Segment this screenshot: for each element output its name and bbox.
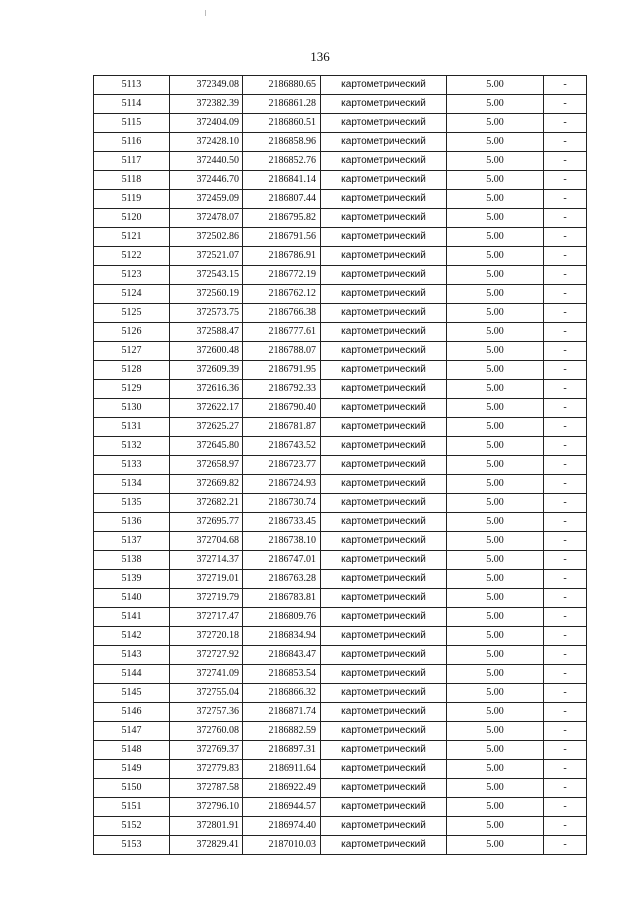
table-row bbox=[94, 152, 587, 171]
y-coordinate-cell: 2186786.91 bbox=[243, 247, 321, 266]
accuracy-cell: 5.00 bbox=[447, 418, 544, 437]
accuracy-cell: 5.00 bbox=[447, 95, 544, 114]
note-cell: - bbox=[544, 608, 587, 627]
y-coordinate-cell: 2186911.64 bbox=[243, 760, 321, 779]
note-cell: - bbox=[544, 152, 587, 171]
note-cell: - bbox=[544, 456, 587, 475]
table-row bbox=[94, 418, 587, 437]
point-number-cell: 5114 bbox=[94, 95, 170, 114]
point-number-cell: 5140 bbox=[94, 589, 170, 608]
point-number-cell: 5113 bbox=[94, 76, 170, 95]
point-number-cell: 5153 bbox=[94, 836, 170, 855]
x-coordinate-cell: 372757.36 bbox=[170, 703, 243, 722]
y-coordinate-cell: 2186791.56 bbox=[243, 228, 321, 247]
accuracy-cell: 5.00 bbox=[447, 76, 544, 95]
table-row bbox=[94, 342, 587, 361]
y-coordinate-cell: 2186795.82 bbox=[243, 209, 321, 228]
x-coordinate-cell: 372428.10 bbox=[170, 133, 243, 152]
note-cell: - bbox=[544, 76, 587, 95]
x-coordinate-cell: 372801.91 bbox=[170, 817, 243, 836]
method-cell: картометрический bbox=[321, 304, 447, 323]
note-cell: - bbox=[544, 304, 587, 323]
point-number-cell: 5128 bbox=[94, 361, 170, 380]
note-cell: - bbox=[544, 589, 587, 608]
note-cell: - bbox=[544, 95, 587, 114]
note-cell: - bbox=[544, 190, 587, 209]
point-number-cell: 5115 bbox=[94, 114, 170, 133]
table-row bbox=[94, 665, 587, 684]
point-number-cell: 5127 bbox=[94, 342, 170, 361]
point-number-cell: 5150 bbox=[94, 779, 170, 798]
y-coordinate-cell: 2186841.14 bbox=[243, 171, 321, 190]
y-coordinate-cell: 2186858.96 bbox=[243, 133, 321, 152]
y-coordinate-cell: 2186897.31 bbox=[243, 741, 321, 760]
method-cell: картометрический bbox=[321, 361, 447, 380]
x-coordinate-cell: 372760.08 bbox=[170, 722, 243, 741]
accuracy-cell: 5.00 bbox=[447, 361, 544, 380]
x-coordinate-cell: 372829.41 bbox=[170, 836, 243, 855]
y-coordinate-cell: 2186777.61 bbox=[243, 323, 321, 342]
method-cell: картометрический bbox=[321, 475, 447, 494]
accuracy-cell: 5.00 bbox=[447, 304, 544, 323]
table-row bbox=[94, 285, 587, 304]
x-coordinate-cell: 372727.92 bbox=[170, 646, 243, 665]
method-cell: картометрический bbox=[321, 247, 447, 266]
point-number-cell: 5132 bbox=[94, 437, 170, 456]
method-cell: картометрический bbox=[321, 570, 447, 589]
table-row bbox=[94, 475, 587, 494]
point-number-cell: 5151 bbox=[94, 798, 170, 817]
method-cell: картометрический bbox=[321, 76, 447, 95]
x-coordinate-cell: 372695.77 bbox=[170, 513, 243, 532]
note-cell: - bbox=[544, 323, 587, 342]
note-cell: - bbox=[544, 494, 587, 513]
x-coordinate-cell: 372616.36 bbox=[170, 380, 243, 399]
note-cell: - bbox=[544, 171, 587, 190]
accuracy-cell: 5.00 bbox=[447, 266, 544, 285]
x-coordinate-cell: 372622.17 bbox=[170, 399, 243, 418]
accuracy-cell: 5.00 bbox=[447, 817, 544, 836]
table-row bbox=[94, 494, 587, 513]
x-coordinate-cell: 372787.58 bbox=[170, 779, 243, 798]
method-cell: картометрический bbox=[321, 703, 447, 722]
table-row bbox=[94, 228, 587, 247]
table-row bbox=[94, 608, 587, 627]
page-number: 136 bbox=[310, 49, 330, 64]
x-coordinate-cell: 372521.07 bbox=[170, 247, 243, 266]
note-cell: - bbox=[544, 722, 587, 741]
table-row bbox=[94, 323, 587, 342]
y-coordinate-cell: 2186871.74 bbox=[243, 703, 321, 722]
point-number-cell: 5117 bbox=[94, 152, 170, 171]
accuracy-cell: 5.00 bbox=[447, 646, 544, 665]
y-coordinate-cell: 2186922.49 bbox=[243, 779, 321, 798]
method-cell: картометрический bbox=[321, 209, 447, 228]
point-number-cell: 5123 bbox=[94, 266, 170, 285]
accuracy-cell: 5.00 bbox=[447, 285, 544, 304]
accuracy-cell: 5.00 bbox=[447, 722, 544, 741]
table-row bbox=[94, 646, 587, 665]
table-row bbox=[94, 304, 587, 323]
method-cell: картометрический bbox=[321, 133, 447, 152]
method-cell: картометрический bbox=[321, 114, 447, 133]
accuracy-cell: 5.00 bbox=[447, 342, 544, 361]
table-row bbox=[94, 532, 587, 551]
table-row bbox=[94, 266, 587, 285]
accuracy-cell: 5.00 bbox=[447, 684, 544, 703]
note-cell: - bbox=[544, 399, 587, 418]
accuracy-cell: 5.00 bbox=[447, 570, 544, 589]
table-row bbox=[94, 399, 587, 418]
note-cell: - bbox=[544, 741, 587, 760]
method-cell: картометрический bbox=[321, 665, 447, 684]
x-coordinate-cell: 372382.39 bbox=[170, 95, 243, 114]
table-row bbox=[94, 760, 587, 779]
accuracy-cell: 5.00 bbox=[447, 437, 544, 456]
x-coordinate-cell: 372720.18 bbox=[170, 627, 243, 646]
y-coordinate-cell: 2186783.81 bbox=[243, 589, 321, 608]
point-number-cell: 5118 bbox=[94, 171, 170, 190]
accuracy-cell: 5.00 bbox=[447, 494, 544, 513]
y-coordinate-cell: 2186974.40 bbox=[243, 817, 321, 836]
accuracy-cell: 5.00 bbox=[447, 836, 544, 855]
method-cell: картометрический bbox=[321, 836, 447, 855]
note-cell: - bbox=[544, 228, 587, 247]
x-coordinate-cell: 372779.83 bbox=[170, 760, 243, 779]
x-coordinate-cell: 372669.82 bbox=[170, 475, 243, 494]
point-number-cell: 5139 bbox=[94, 570, 170, 589]
method-cell: картометрический bbox=[321, 342, 447, 361]
point-number-cell: 5126 bbox=[94, 323, 170, 342]
method-cell: картометрический bbox=[321, 608, 447, 627]
note-cell: - bbox=[544, 798, 587, 817]
x-coordinate-cell: 372543.15 bbox=[170, 266, 243, 285]
point-number-cell: 5120 bbox=[94, 209, 170, 228]
y-coordinate-cell: 2186791.95 bbox=[243, 361, 321, 380]
table-row bbox=[94, 209, 587, 228]
accuracy-cell: 5.00 bbox=[447, 627, 544, 646]
y-coordinate-cell: 2186860.51 bbox=[243, 114, 321, 133]
table-row bbox=[94, 437, 587, 456]
x-coordinate-cell: 372719.01 bbox=[170, 570, 243, 589]
point-number-cell: 5147 bbox=[94, 722, 170, 741]
table-row bbox=[94, 190, 587, 209]
method-cell: картометрический bbox=[321, 380, 447, 399]
accuracy-cell: 5.00 bbox=[447, 209, 544, 228]
y-coordinate-cell: 2186743.52 bbox=[243, 437, 321, 456]
table-row bbox=[94, 627, 587, 646]
point-number-cell: 5135 bbox=[94, 494, 170, 513]
x-coordinate-cell: 372741.09 bbox=[170, 665, 243, 684]
accuracy-cell: 5.00 bbox=[447, 228, 544, 247]
point-number-cell: 5116 bbox=[94, 133, 170, 152]
method-cell: картометрический bbox=[321, 513, 447, 532]
x-coordinate-cell: 372704.68 bbox=[170, 532, 243, 551]
accuracy-cell: 5.00 bbox=[447, 247, 544, 266]
y-coordinate-cell: 2186809.76 bbox=[243, 608, 321, 627]
point-number-cell: 5141 bbox=[94, 608, 170, 627]
accuracy-cell: 5.00 bbox=[447, 190, 544, 209]
point-number-cell: 5137 bbox=[94, 532, 170, 551]
point-number-cell: 5121 bbox=[94, 228, 170, 247]
table-row bbox=[94, 114, 587, 133]
method-cell: картометрический bbox=[321, 684, 447, 703]
table-row bbox=[94, 570, 587, 589]
table-row bbox=[94, 551, 587, 570]
y-coordinate-cell: 2186781.87 bbox=[243, 418, 321, 437]
method-cell: картометрический bbox=[321, 285, 447, 304]
x-coordinate-cell: 372560.19 bbox=[170, 285, 243, 304]
point-number-cell: 5131 bbox=[94, 418, 170, 437]
point-number-cell: 5122 bbox=[94, 247, 170, 266]
method-cell: картометрический bbox=[321, 532, 447, 551]
note-cell: - bbox=[544, 551, 587, 570]
note-cell: - bbox=[544, 133, 587, 152]
note-cell: - bbox=[544, 532, 587, 551]
point-number-cell: 5124 bbox=[94, 285, 170, 304]
x-coordinate-cell: 372349.08 bbox=[170, 76, 243, 95]
point-number-cell: 5125 bbox=[94, 304, 170, 323]
note-cell: - bbox=[544, 570, 587, 589]
accuracy-cell: 5.00 bbox=[447, 133, 544, 152]
y-coordinate-cell: 2186766.38 bbox=[243, 304, 321, 323]
table-row bbox=[94, 76, 587, 95]
method-cell: картометрический bbox=[321, 779, 447, 798]
note-cell: - bbox=[544, 247, 587, 266]
point-number-cell: 5144 bbox=[94, 665, 170, 684]
table-row bbox=[94, 247, 587, 266]
accuracy-cell: 5.00 bbox=[447, 323, 544, 342]
table-row bbox=[94, 779, 587, 798]
y-coordinate-cell: 2186738.10 bbox=[243, 532, 321, 551]
accuracy-cell: 5.00 bbox=[447, 171, 544, 190]
method-cell: картометрический bbox=[321, 817, 447, 836]
table-row bbox=[94, 171, 587, 190]
x-coordinate-cell: 372588.47 bbox=[170, 323, 243, 342]
method-cell: картометрический bbox=[321, 171, 447, 190]
x-coordinate-cell: 372645.80 bbox=[170, 437, 243, 456]
method-cell: картометрический bbox=[321, 399, 447, 418]
note-cell: - bbox=[544, 513, 587, 532]
table-row bbox=[94, 133, 587, 152]
note-cell: - bbox=[544, 760, 587, 779]
y-coordinate-cell: 2186790.40 bbox=[243, 399, 321, 418]
point-number-cell: 5138 bbox=[94, 551, 170, 570]
accuracy-cell: 5.00 bbox=[447, 589, 544, 608]
note-cell: - bbox=[544, 627, 587, 646]
note-cell: - bbox=[544, 361, 587, 380]
table-row bbox=[94, 380, 587, 399]
x-coordinate-cell: 372755.04 bbox=[170, 684, 243, 703]
y-coordinate-cell: 2186763.28 bbox=[243, 570, 321, 589]
table-row bbox=[94, 684, 587, 703]
note-cell: - bbox=[544, 817, 587, 836]
x-coordinate-cell: 372440.50 bbox=[170, 152, 243, 171]
accuracy-cell: 5.00 bbox=[447, 551, 544, 570]
x-coordinate-cell: 372446.70 bbox=[170, 171, 243, 190]
x-coordinate-cell: 372796.10 bbox=[170, 798, 243, 817]
x-coordinate-cell: 372769.37 bbox=[170, 741, 243, 760]
table-row bbox=[94, 95, 587, 114]
note-cell: - bbox=[544, 437, 587, 456]
point-number-cell: 5143 bbox=[94, 646, 170, 665]
method-cell: картометрический bbox=[321, 418, 447, 437]
note-cell: - bbox=[544, 646, 587, 665]
accuracy-cell: 5.00 bbox=[447, 532, 544, 551]
point-number-cell: 5146 bbox=[94, 703, 170, 722]
coordinates-table bbox=[93, 75, 587, 855]
method-cell: картометрический bbox=[321, 95, 447, 114]
method-cell: картометрический bbox=[321, 323, 447, 342]
point-number-cell: 5145 bbox=[94, 684, 170, 703]
point-number-cell: 5129 bbox=[94, 380, 170, 399]
method-cell: картометрический bbox=[321, 551, 447, 570]
note-cell: - bbox=[544, 285, 587, 304]
y-coordinate-cell: 2186730.74 bbox=[243, 494, 321, 513]
note-cell: - bbox=[544, 209, 587, 228]
y-coordinate-cell: 2186772.19 bbox=[243, 266, 321, 285]
x-coordinate-cell: 372609.39 bbox=[170, 361, 243, 380]
y-coordinate-cell: 2186723.77 bbox=[243, 456, 321, 475]
accuracy-cell: 5.00 bbox=[447, 608, 544, 627]
y-coordinate-cell: 2186861.28 bbox=[243, 95, 321, 114]
scan-mark bbox=[205, 10, 206, 16]
point-number-cell: 5149 bbox=[94, 760, 170, 779]
table-row bbox=[94, 513, 587, 532]
method-cell: картометрический bbox=[321, 798, 447, 817]
accuracy-cell: 5.00 bbox=[447, 152, 544, 171]
point-number-cell: 5136 bbox=[94, 513, 170, 532]
y-coordinate-cell: 2186724.93 bbox=[243, 475, 321, 494]
point-number-cell: 5130 bbox=[94, 399, 170, 418]
point-number-cell: 5152 bbox=[94, 817, 170, 836]
accuracy-cell: 5.00 bbox=[447, 665, 544, 684]
x-coordinate-cell: 372625.27 bbox=[170, 418, 243, 437]
note-cell: - bbox=[544, 380, 587, 399]
accuracy-cell: 5.00 bbox=[447, 779, 544, 798]
accuracy-cell: 5.00 bbox=[447, 798, 544, 817]
coordinates-table-body bbox=[94, 76, 587, 855]
point-number-cell: 5142 bbox=[94, 627, 170, 646]
table-row bbox=[94, 817, 587, 836]
table-row bbox=[94, 741, 587, 760]
accuracy-cell: 5.00 bbox=[447, 513, 544, 532]
x-coordinate-cell: 372404.09 bbox=[170, 114, 243, 133]
point-number-cell: 5133 bbox=[94, 456, 170, 475]
note-cell: - bbox=[544, 665, 587, 684]
method-cell: картометрический bbox=[321, 152, 447, 171]
method-cell: картометрический bbox=[321, 228, 447, 247]
method-cell: картометрический bbox=[321, 456, 447, 475]
accuracy-cell: 5.00 bbox=[447, 703, 544, 722]
table-row bbox=[94, 456, 587, 475]
y-coordinate-cell: 2186882.59 bbox=[243, 722, 321, 741]
y-coordinate-cell: 2186788.07 bbox=[243, 342, 321, 361]
note-cell: - bbox=[544, 703, 587, 722]
x-coordinate-cell: 372658.97 bbox=[170, 456, 243, 475]
method-cell: картометрический bbox=[321, 266, 447, 285]
y-coordinate-cell: 2187010.03 bbox=[243, 836, 321, 855]
y-coordinate-cell: 2186834.94 bbox=[243, 627, 321, 646]
accuracy-cell: 5.00 bbox=[447, 760, 544, 779]
x-coordinate-cell: 372459.09 bbox=[170, 190, 243, 209]
note-cell: - bbox=[544, 418, 587, 437]
method-cell: картометрический bbox=[321, 627, 447, 646]
table-row bbox=[94, 589, 587, 608]
accuracy-cell: 5.00 bbox=[447, 741, 544, 760]
y-coordinate-cell: 2186853.54 bbox=[243, 665, 321, 684]
x-coordinate-cell: 372717.47 bbox=[170, 608, 243, 627]
x-coordinate-cell: 372478.07 bbox=[170, 209, 243, 228]
table-row bbox=[94, 361, 587, 380]
y-coordinate-cell: 2186843.47 bbox=[243, 646, 321, 665]
x-coordinate-cell: 372502.86 bbox=[170, 228, 243, 247]
table-row bbox=[94, 722, 587, 741]
y-coordinate-cell: 2186733.45 bbox=[243, 513, 321, 532]
x-coordinate-cell: 372682.21 bbox=[170, 494, 243, 513]
y-coordinate-cell: 2186880.65 bbox=[243, 76, 321, 95]
x-coordinate-cell: 372573.75 bbox=[170, 304, 243, 323]
note-cell: - bbox=[544, 475, 587, 494]
note-cell: - bbox=[544, 342, 587, 361]
accuracy-cell: 5.00 bbox=[447, 114, 544, 133]
method-cell: картометрический bbox=[321, 190, 447, 209]
point-number-cell: 5119 bbox=[94, 190, 170, 209]
y-coordinate-cell: 2186852.76 bbox=[243, 152, 321, 171]
note-cell: - bbox=[544, 684, 587, 703]
note-cell: - bbox=[544, 114, 587, 133]
point-number-cell: 5148 bbox=[94, 741, 170, 760]
y-coordinate-cell: 2186762.12 bbox=[243, 285, 321, 304]
note-cell: - bbox=[544, 836, 587, 855]
accuracy-cell: 5.00 bbox=[447, 380, 544, 399]
method-cell: картометрический bbox=[321, 741, 447, 760]
y-coordinate-cell: 2186944.57 bbox=[243, 798, 321, 817]
method-cell: картометрический bbox=[321, 589, 447, 608]
method-cell: картометрический bbox=[321, 760, 447, 779]
method-cell: картометрический bbox=[321, 646, 447, 665]
method-cell: картометрический bbox=[321, 437, 447, 456]
x-coordinate-cell: 372600.48 bbox=[170, 342, 243, 361]
y-coordinate-cell: 2186866.32 bbox=[243, 684, 321, 703]
accuracy-cell: 5.00 bbox=[447, 456, 544, 475]
note-cell: - bbox=[544, 266, 587, 285]
y-coordinate-cell: 2186807.44 bbox=[243, 190, 321, 209]
method-cell: картометрический bbox=[321, 494, 447, 513]
table-row bbox=[94, 703, 587, 722]
table-row bbox=[94, 836, 587, 855]
table-row bbox=[94, 798, 587, 817]
note-cell: - bbox=[544, 779, 587, 798]
y-coordinate-cell: 2186747.01 bbox=[243, 551, 321, 570]
accuracy-cell: 5.00 bbox=[447, 475, 544, 494]
x-coordinate-cell: 372719.79 bbox=[170, 589, 243, 608]
method-cell: картометрический bbox=[321, 722, 447, 741]
y-coordinate-cell: 2186792.33 bbox=[243, 380, 321, 399]
x-coordinate-cell: 372714.37 bbox=[170, 551, 243, 570]
accuracy-cell: 5.00 bbox=[447, 399, 544, 418]
point-number-cell: 5134 bbox=[94, 475, 170, 494]
